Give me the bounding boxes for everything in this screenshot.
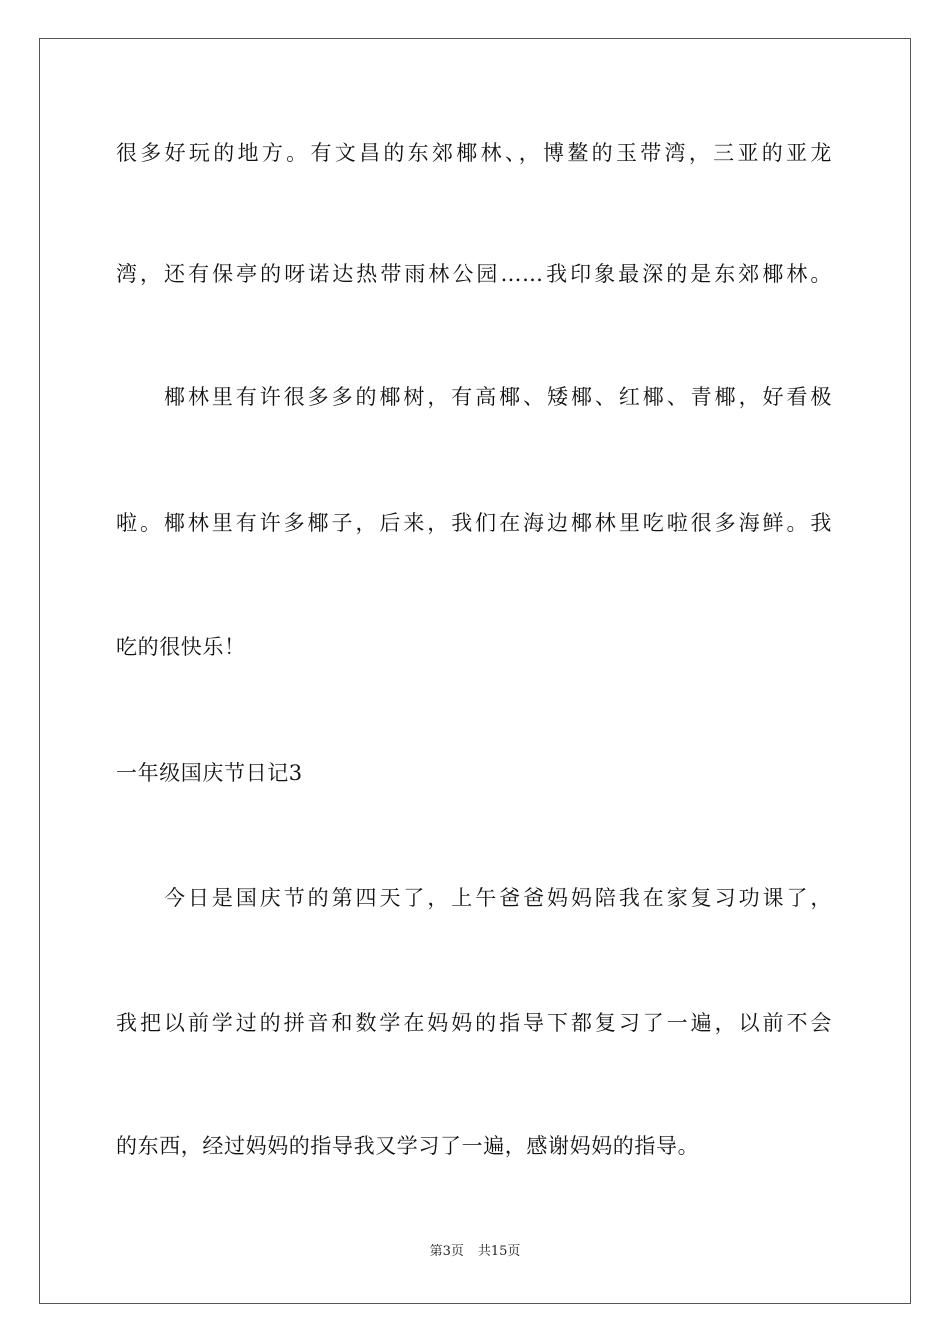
section-heading: 一年级国庆节日记3 — [116, 761, 303, 785]
paragraph-line: 吃的很快乐！ — [116, 635, 246, 659]
paragraph-line: 椰林里有许很多多的椰树，有高椰、矮椰、红椰、青椰，好看极 — [164, 385, 832, 409]
paragraph-line: 的东西，经过妈妈的指导我又学习了一遍，感谢妈妈的指导。 — [116, 1134, 700, 1158]
page-number: 第3页 — [429, 1244, 464, 1259]
paragraph-line: 我把以前学过的拼音和数学在妈妈的指导下都复习了一遍，以前不会 — [116, 1011, 832, 1035]
page-footer — [0, 1243, 950, 1261]
page-border — [39, 38, 911, 1304]
paragraph-line: 今日是国庆节的第四天了，上午爸爸妈妈陪我在家复习功课了， — [164, 886, 832, 910]
page-total: 共15页 — [477, 1244, 521, 1259]
paragraph-line: 啦。椰林里有许多椰子，后来，我们在海边椰林里吃啦很多海鲜。我 — [116, 511, 832, 535]
paragraph-line: 湾，还有保亭的呀诺达热带雨林公园……我印象最深的是东郊椰林。 — [116, 262, 832, 286]
paragraph-line: 很多好玩的地方。有文昌的东郊椰林、，博鳌的玉带湾，三亚的亚龙 — [116, 141, 832, 165]
